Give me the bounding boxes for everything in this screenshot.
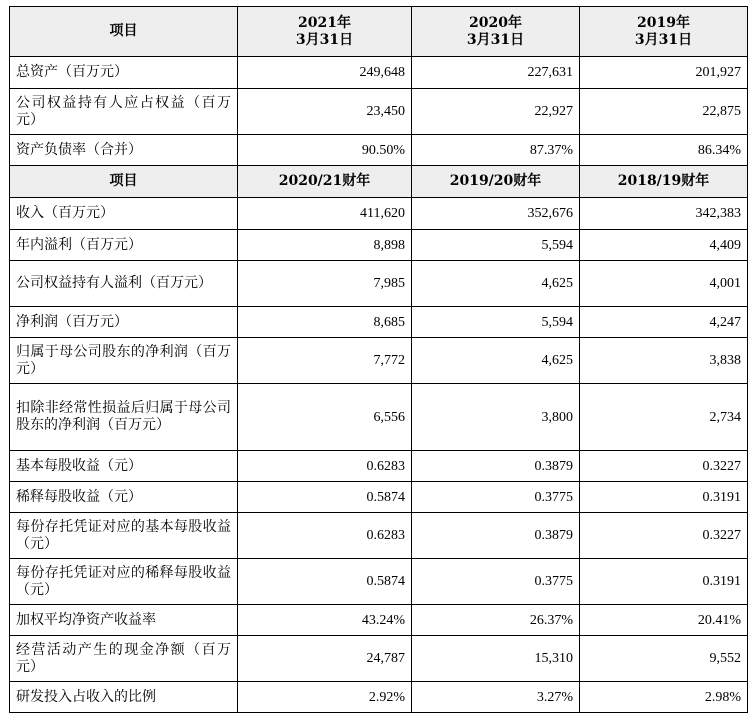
financial-table — [9, 6, 748, 713]
table-row — [10, 338, 748, 384]
cell-value: 0.3227 — [580, 451, 748, 482]
cell-value: 4,247 — [580, 307, 748, 338]
row-label: 收入（百万元） — [10, 198, 238, 230]
table-row — [10, 198, 748, 230]
cell-value: 5,594 — [412, 307, 580, 338]
row-label: 归属于母公司股东的净利润（百万元） — [10, 338, 238, 384]
cell-value: 3,800 — [412, 384, 580, 451]
table-row — [10, 451, 748, 482]
cell-value: 3,838 — [580, 338, 748, 384]
table-row — [10, 261, 748, 307]
cell-value: 90.50% — [238, 135, 412, 166]
cell-value: 0.3879 — [412, 513, 580, 559]
header-row-balance — [10, 7, 748, 57]
cell-value: 26.37% — [412, 605, 580, 636]
row-label: 总资产（百万元） — [10, 57, 238, 89]
cell-value: 86.34% — [580, 135, 748, 166]
cell-value: 249,648 — [238, 57, 412, 89]
cell-value: 0.6283 — [238, 451, 412, 482]
cell-value: 24,787 — [238, 636, 412, 682]
cell-value: 23,450 — [238, 89, 412, 135]
table-row — [10, 682, 748, 713]
row-label: 经营活动产生的现金净额（百万元） — [10, 636, 238, 682]
cell-value: 6,556 — [238, 384, 412, 451]
cell-value: 43.24% — [238, 605, 412, 636]
table-row — [10, 605, 748, 636]
row-label: 公司权益持有人溢利（百万元） — [10, 261, 238, 307]
cell-value: 4,625 — [412, 338, 580, 384]
table-row — [10, 135, 748, 166]
table-row — [10, 513, 748, 559]
cell-value: 87.37% — [412, 135, 580, 166]
row-label: 每份存托凭证对应的基本每股收益（元） — [10, 513, 238, 559]
row-label: 基本每股收益（元） — [10, 451, 238, 482]
row-label: 公司权益持有人应占权益（百万元） — [10, 89, 238, 135]
row-label: 扣除非经常性损益后归属于母公司股东的净利润（百万元） — [10, 384, 238, 451]
header-fy2021: 2020/21财年 — [238, 166, 412, 198]
cell-value: 8,685 — [238, 307, 412, 338]
cell-value: 227,631 — [412, 57, 580, 89]
cell-value: 0.3775 — [412, 482, 580, 513]
header-2020: 2020年 3月31日 — [412, 7, 580, 57]
row-label: 净利润（百万元） — [10, 307, 238, 338]
table-row — [10, 307, 748, 338]
cell-value: 22,927 — [412, 89, 580, 135]
cell-value: 411,620 — [238, 198, 412, 230]
table-row — [10, 230, 748, 261]
cell-value: 4,409 — [580, 230, 748, 261]
row-label: 稀释每股收益（元） — [10, 482, 238, 513]
cell-value: 3.27% — [412, 682, 580, 713]
cell-value: 5,594 — [412, 230, 580, 261]
table-row — [10, 636, 748, 682]
table-row — [10, 384, 748, 451]
header-2021: 2021年 3月31日 — [238, 7, 412, 57]
cell-value: 0.3191 — [580, 559, 748, 605]
cell-value: 0.3227 — [580, 513, 748, 559]
header-item: 项目 — [10, 166, 238, 198]
cell-value: 342,383 — [580, 198, 748, 230]
header-item: 项目 — [10, 7, 238, 57]
row-label: 加权平均净资产收益率 — [10, 605, 238, 636]
cell-value: 201,927 — [580, 57, 748, 89]
cell-value: 7,985 — [238, 261, 412, 307]
cell-value: 22,875 — [580, 89, 748, 135]
cell-value: 0.5874 — [238, 559, 412, 605]
cell-value: 2.92% — [238, 682, 412, 713]
cell-value: 0.3191 — [580, 482, 748, 513]
header-row-income — [10, 166, 748, 198]
cell-value: 15,310 — [412, 636, 580, 682]
table-row — [10, 482, 748, 513]
cell-value: 8,898 — [238, 230, 412, 261]
cell-value: 4,001 — [580, 261, 748, 307]
row-label: 每份存托凭证对应的稀释每股收益（元） — [10, 559, 238, 605]
cell-value: 0.6283 — [238, 513, 412, 559]
row-label: 研发投入占收入的比例 — [10, 682, 238, 713]
cell-value: 9,552 — [580, 636, 748, 682]
cell-value: 4,625 — [412, 261, 580, 307]
header-2019: 2019年 3月31日 — [580, 7, 748, 57]
cell-value: 2,734 — [580, 384, 748, 451]
cell-value: 7,772 — [238, 338, 412, 384]
row-label: 资产负债率（合并） — [10, 135, 238, 166]
header-fy2019: 2018/19财年 — [580, 166, 748, 198]
cell-value: 0.5874 — [238, 482, 412, 513]
row-label: 年内溢利（百万元） — [10, 230, 238, 261]
cell-value: 20.41% — [580, 605, 748, 636]
header-fy2020: 2019/20财年 — [412, 166, 580, 198]
table-row — [10, 89, 748, 135]
table-row — [10, 57, 748, 89]
table-row — [10, 559, 748, 605]
cell-value: 0.3879 — [412, 451, 580, 482]
cell-value: 352,676 — [412, 198, 580, 230]
cell-value: 2.98% — [580, 682, 748, 713]
cell-value: 0.3775 — [412, 559, 580, 605]
